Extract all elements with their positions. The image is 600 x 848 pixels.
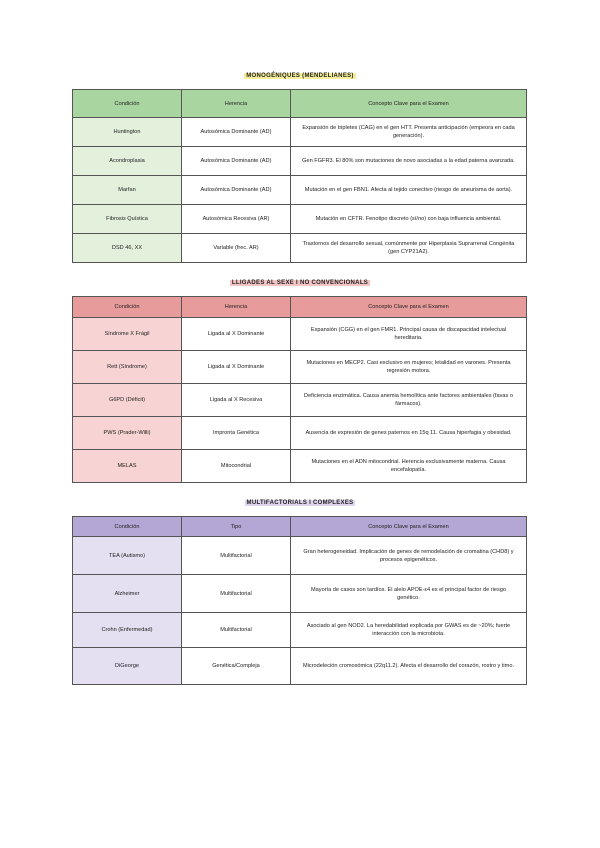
- condition-cell: Marfan: [73, 176, 182, 205]
- condition-cell: G6PD (Déficit): [73, 384, 182, 417]
- inheritance-cell: Autosómica Dominante (AD): [182, 118, 291, 147]
- col-header-condition: Condición: [73, 297, 182, 318]
- table-row: [73, 575, 527, 613]
- section-title-lligades: LLIGADES AL SEXE I NO CONVENCIONALS: [231, 280, 369, 286]
- table-row: [73, 648, 527, 685]
- concept-cell: Expansión (CGG) en el gen FMR1. Principal causa de discapacidad intelectual hereditaria.: [291, 318, 527, 351]
- condition-cell: Crohn (Enfermedad): [73, 613, 182, 648]
- concept-cell: Deficiencia enzimática. Causa anemia hemolítica ante factores ambientales (favas o fármacos).: [291, 384, 527, 417]
- col-header-concept: Concepto Clave para el Examen: [291, 297, 527, 318]
- col-header-concept: Concepto Clave para el Examen: [291, 90, 527, 118]
- sex-linked-table: [72, 296, 527, 483]
- condition-cell: Síndrome X Frágil: [73, 318, 182, 351]
- col-header-concept: Concepto Clave para el Examen: [291, 517, 527, 537]
- condition-cell: Fibrosis Quística: [73, 205, 182, 234]
- inheritance-cell: Impronta Genética: [182, 417, 291, 450]
- table-header-row: [73, 517, 527, 537]
- inheritance-cell: Ligada al X Recesiva: [182, 384, 291, 417]
- condition-cell: DiGeorge: [73, 648, 182, 685]
- condition-cell: Alzheimer: [73, 575, 182, 613]
- section-title-multifactorials: MULTIFACTORIALS I COMPLEXES: [246, 500, 354, 506]
- table-row: [73, 147, 527, 176]
- table-row: [73, 351, 527, 384]
- concept-cell: Gran heterogeneidad. Implicación de genes de remodelación de cromatina (CHD8) y procesos epigenéticos.: [291, 537, 527, 575]
- inheritance-cell: Autosómica Dominante (AD): [182, 147, 291, 176]
- type-cell: Genética/Compleja: [182, 648, 291, 685]
- condition-cell: Huntington: [73, 118, 182, 147]
- concept-cell: Expansión de tripletes (CAG) en el gen HTT. Presenta anticipación (empeora en cada generación).: [291, 118, 527, 147]
- col-header-type: Tipo: [182, 517, 291, 537]
- concept-cell: Mutaciones en MECP2. Casi exclusivo en mujeres; letalidad en varones. Presenta regresión motora.: [291, 351, 527, 384]
- condition-cell: PWS (Prader-Willi): [73, 417, 182, 450]
- table-row: [73, 176, 527, 205]
- table-row: [73, 234, 527, 263]
- concept-cell: Mutación en el gen FBN1. Afecta al tejido conectivo (riesgo de aneurisma de aorta).: [291, 176, 527, 205]
- type-cell: Multifactorial: [182, 575, 291, 613]
- condition-cell: DSD 46, XX: [73, 234, 182, 263]
- concept-cell: Gen FGFR3. El 80% son mutaciones de novo asociadas a la edad paterna avanzada.: [291, 147, 527, 176]
- concept-cell: Mutación en CFTR. Fenotipo discreto (sí/no) con baja influencia ambiental.: [291, 205, 527, 234]
- condition-cell: Rett (Síndrome): [73, 351, 182, 384]
- inheritance-cell: Variable (frec. AR): [182, 234, 291, 263]
- concept-cell: Mutaciones en el ADN mitocondrial. Herencia exclusivamente materna. Causa encefalopatía.: [291, 450, 527, 483]
- condition-cell: MELAS: [73, 450, 182, 483]
- condition-cell: TEA (Autismo): [73, 537, 182, 575]
- table-row: [73, 450, 527, 483]
- table-row: [73, 118, 527, 147]
- concept-cell: Microdeleción cromosómica (22q11.2). Afecta el desarrollo del corazón, rostro y timo.: [291, 648, 527, 685]
- condition-cell: Acondroplasia: [73, 147, 182, 176]
- table-row: [73, 613, 527, 648]
- table-row: [73, 384, 527, 417]
- section-title-monogeniques: MONOGÉNIQUES (MENDELIANES): [246, 73, 354, 79]
- monogenic-table: [72, 89, 527, 263]
- col-header-inheritance: Herencia: [182, 90, 291, 118]
- table-header-row: [73, 297, 527, 318]
- table-row: [73, 417, 527, 450]
- multifactorial-table: [72, 516, 527, 685]
- inheritance-cell: Ligada al X Dominante: [182, 318, 291, 351]
- inheritance-cell: Autosómica Recesiva (AR): [182, 205, 291, 234]
- table-row: [73, 537, 527, 575]
- table-header-row: [73, 90, 527, 118]
- table-row: [73, 205, 527, 234]
- type-cell: Multifactorial: [182, 537, 291, 575]
- inheritance-cell: Ligada al X Dominante: [182, 351, 291, 384]
- inheritance-cell: Mitocondrial: [182, 450, 291, 483]
- col-header-condition: Condición: [73, 517, 182, 537]
- inheritance-cell: Autosómica Dominante (AD): [182, 176, 291, 205]
- concept-cell: Trastornos del desarrollo sexual, comúnmente por Hiperplasia Suprarrenal Congénita (gen CYP21A2).: [291, 234, 527, 263]
- concept-cell: Mayoría de casos son tardíos. El alelo APOE-ε4 es el principal factor de riesgo genético.: [291, 575, 527, 613]
- concept-cell: Asociado al gen NOD2. La heredabilidad explicada por GWAS es de ~20%; fuerte interacción con la microbiota.: [291, 613, 527, 648]
- table-row: [73, 318, 527, 351]
- type-cell: Multifactorial: [182, 613, 291, 648]
- concept-cell: Ausencia de expresión de genes paternos en 15q 11. Causa hiperfagia y obesidad.: [291, 417, 527, 450]
- col-header-condition: Condición: [73, 90, 182, 118]
- col-header-inheritance: Herencia: [182, 297, 291, 318]
